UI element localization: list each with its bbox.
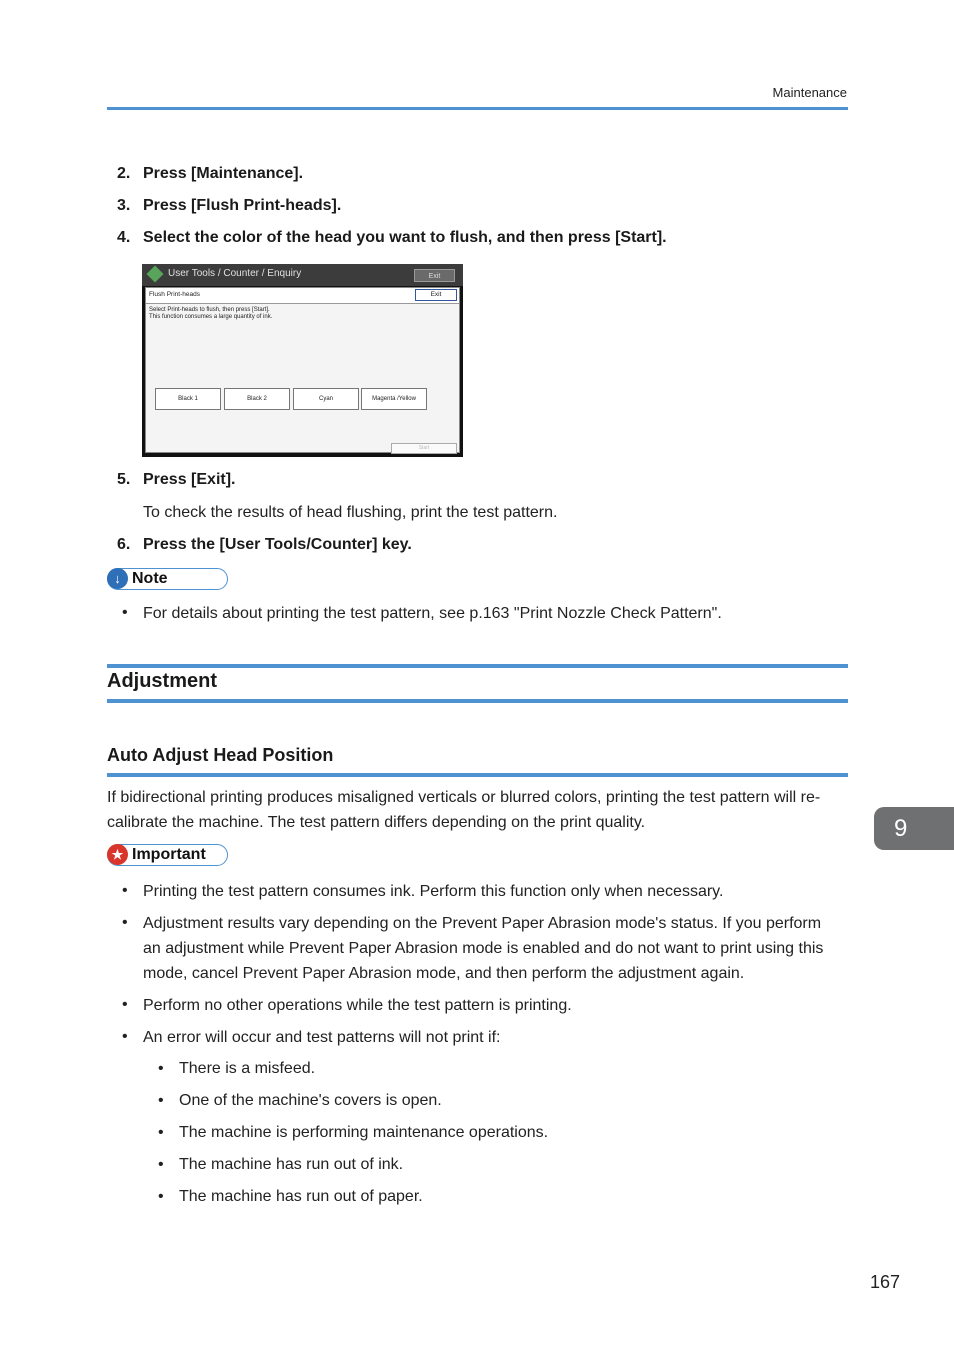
- sub-bullet-marker: •: [158, 1124, 164, 1141]
- header-section-title: Maintenance: [772, 85, 847, 100]
- sub-bullet-marker: •: [158, 1092, 164, 1109]
- subsection-rule: [107, 773, 848, 777]
- arrow-down-icon: ↓: [107, 568, 128, 589]
- magenta-yellow-button[interactable]: Magenta /Yellow: [361, 388, 427, 410]
- step-number: 5.: [117, 471, 131, 488]
- note-label: Note: [132, 570, 168, 587]
- step-5-detail: To check the results of head flushing, print the test pattern.: [143, 504, 558, 521]
- step-number: 6.: [117, 536, 131, 553]
- subsection-title: Auto Adjust Head Position: [107, 745, 334, 765]
- black-2-button[interactable]: Black 2: [224, 388, 290, 410]
- screen-message-line: This function consumes a large quantity of ink.: [149, 314, 273, 320]
- section-rule-bottom: [107, 699, 848, 703]
- exit-button[interactable]: Exit: [415, 289, 457, 301]
- section-title: Adjustment: [107, 670, 217, 692]
- screen-message-line: Select Print-heads to flush, then press [Start].: [149, 307, 270, 313]
- header-rule: [107, 107, 848, 110]
- important-item: Perform no other operations while the test pattern is printing.: [143, 997, 572, 1014]
- screen-titlebar: [142, 264, 463, 286]
- screen-header-label: Flush Print-heads: [149, 291, 200, 298]
- screen-title: User Tools / Counter / Enquiry: [168, 268, 302, 279]
- step-4: [117, 229, 667, 247]
- section-rule-top: [107, 664, 848, 668]
- screen-message: [149, 307, 272, 321]
- step-number: 3.: [117, 197, 131, 214]
- step-text: Press the [User Tools/Counter] key.: [143, 536, 412, 553]
- error-condition-item: One of the machine's covers is open.: [179, 1092, 442, 1109]
- subsection-intro: If bidirectional printing produces misaligned verticals or blurred colors, printing the test pattern will re-calibrate the machine. The test pattern differs depending on the print quality.: [107, 789, 821, 831]
- step-text: Press [Maintenance].: [143, 165, 304, 182]
- important-item: Adjustment results vary depending on the Prevent Paper Abrasion mode's status. If you perform an adjustment while Prevent Paper Abrasion mode is enabled and do not want to print using this mode, cancel Prevent Paper Abrasion mode, and then perform the adjustment again.: [143, 915, 824, 982]
- error-condition-item: There is a misfeed.: [179, 1060, 316, 1077]
- sub-bullet-marker: •: [158, 1156, 164, 1173]
- screen-header: [146, 288, 459, 304]
- titlebar-exit-button[interactable]: Exit: [414, 269, 455, 282]
- sub-bullet-marker: •: [158, 1188, 164, 1205]
- black-1-button[interactable]: Black 1: [155, 388, 221, 410]
- step-2: [117, 165, 303, 183]
- step-number: 4.: [117, 229, 131, 246]
- bullet-marker: •: [122, 882, 128, 899]
- chapter-tab: 9: [874, 807, 954, 850]
- note-item: For details about printing the test pattern, see p.163 "Print Nozzle Check Pattern".: [143, 605, 722, 622]
- user-tools-icon: [147, 266, 164, 283]
- sub-bullet-marker: •: [158, 1060, 164, 1077]
- note-badge: [107, 568, 228, 590]
- start-button[interactable]: Start: [391, 443, 457, 454]
- step-text: Select the color of the head you want to flush, and then press [Start].: [143, 229, 667, 246]
- error-condition-item: The machine has run out of ink.: [179, 1156, 404, 1173]
- screen-body: [145, 287, 460, 453]
- important-item: An error will occur and test patterns will not print if:: [143, 1029, 501, 1046]
- error-condition-item: The machine is performing maintenance operations.: [179, 1124, 549, 1141]
- bullet-marker: •: [122, 1028, 128, 1045]
- step-6: [117, 536, 412, 554]
- step-text: Press [Exit].: [143, 471, 236, 488]
- error-condition-item: The machine has run out of paper.: [179, 1188, 423, 1205]
- bullet-marker: •: [122, 914, 128, 931]
- bullet-marker: •: [122, 996, 128, 1013]
- step-5: [117, 471, 235, 489]
- bullet-marker: •: [122, 604, 128, 621]
- step-text: Press [Flush Print-heads].: [143, 197, 342, 214]
- important-badge: [107, 844, 228, 866]
- important-item: Printing the test pattern consumes ink. Perform this function only when necessary.: [143, 883, 724, 900]
- important-label: Important: [132, 846, 206, 863]
- step-3: [117, 197, 341, 215]
- step-number: 2.: [117, 165, 131, 182]
- flush-print-heads-screenshot: [142, 264, 463, 457]
- star-icon: ★: [107, 844, 128, 865]
- page-number: 167: [869, 1272, 900, 1292]
- cyan-button[interactable]: Cyan: [293, 388, 359, 410]
